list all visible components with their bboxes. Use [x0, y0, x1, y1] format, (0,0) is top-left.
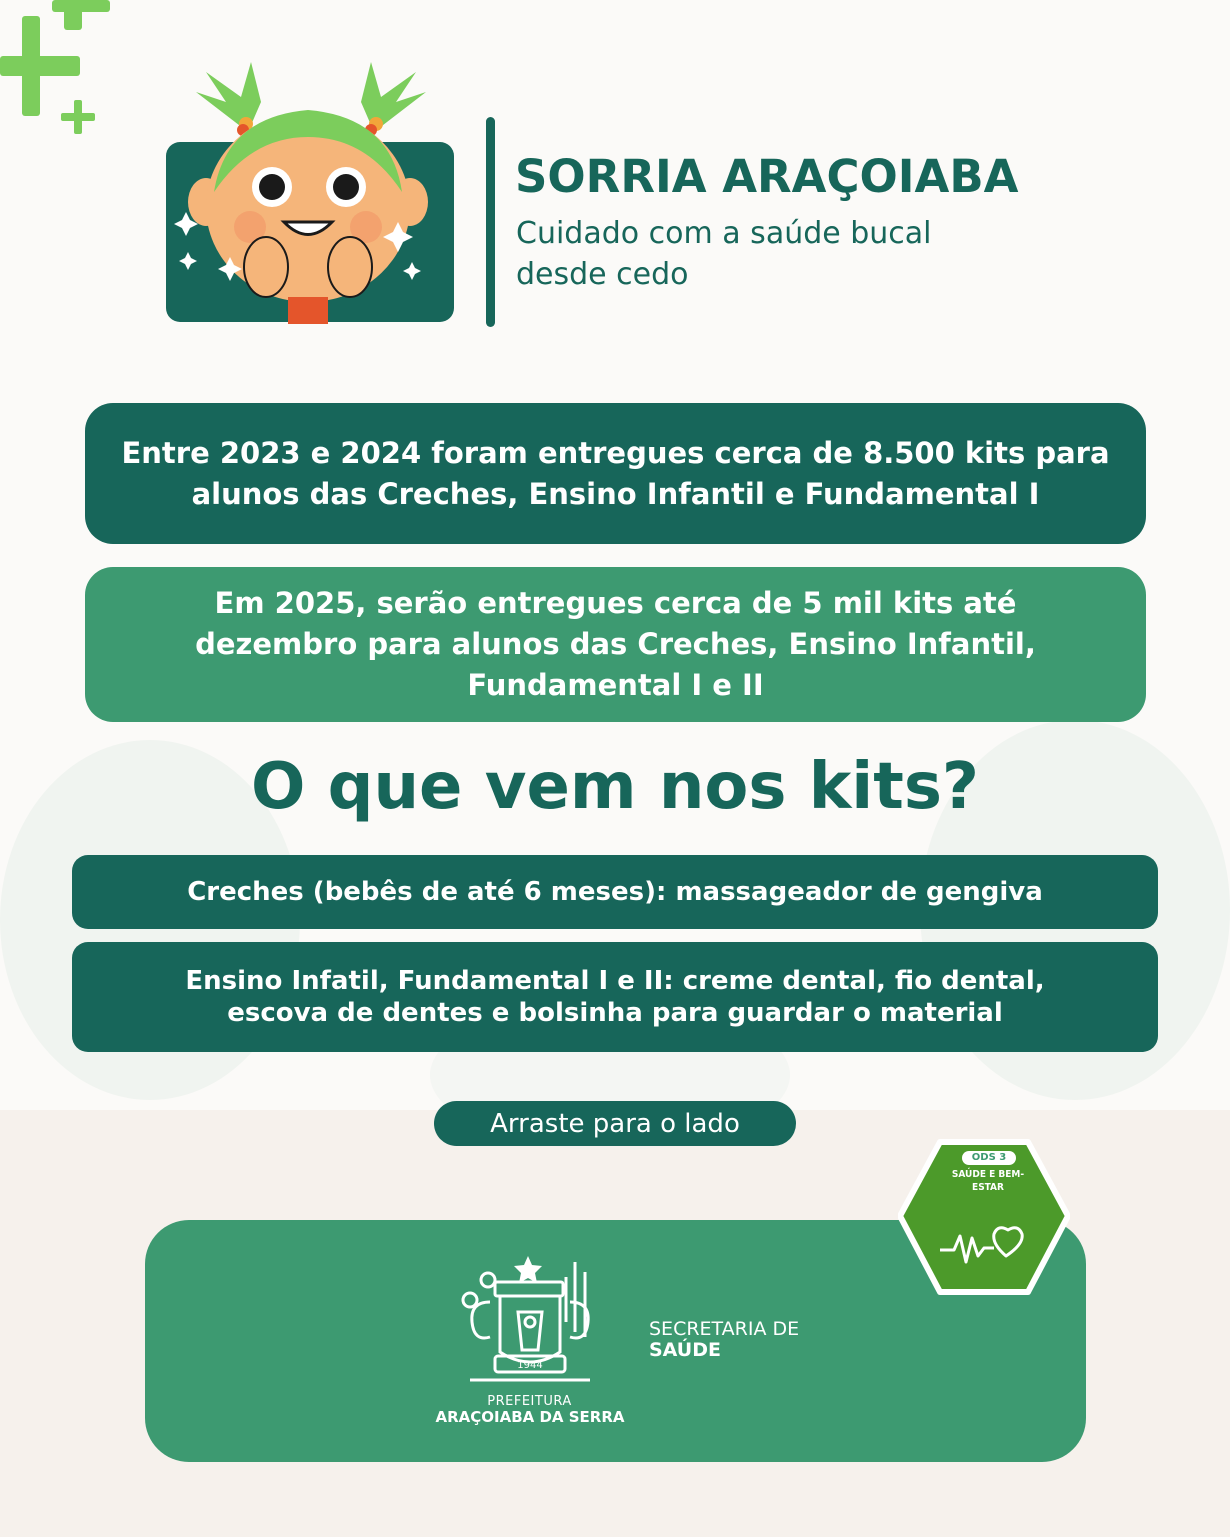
kit-item-text: Creches (bebês de até 6 meses): massageador de gengiva	[187, 877, 1043, 907]
info-text: Entre 2023 e 2024 foram entregues cerca de 8.500 kits para alunos das Creches, Ensino Infantil e Fundamental I	[121, 435, 1110, 511]
info-box-2025	[85, 567, 1146, 722]
page-title: SORRIA ARAÇOIABA	[515, 150, 1019, 203]
prefeitura-name: ARAÇOIABA DA SERRA	[435, 1408, 625, 1426]
kit-item-ensino	[72, 942, 1158, 1052]
prefeitura-label: PREFEITURA	[487, 1394, 572, 1409]
crest-year: 1944	[517, 1360, 543, 1371]
ods-number: ODS 3	[962, 1151, 1016, 1165]
header-divider	[486, 117, 495, 327]
kit-item-creches	[72, 855, 1158, 929]
kit-item-text: Ensino Infatil, Fundamental I e II: creme dental, fio dental, escova de dentes e bolsinha para guardar o material	[185, 966, 1045, 1028]
mascot-girl-illustration	[166, 62, 456, 324]
secretaria-name: SAÚDE	[649, 1339, 721, 1361]
info-box-2023-2024	[85, 403, 1146, 544]
page-subtitle: Cuidado com a saúde bucal desde cedo	[516, 216, 932, 292]
swipe-hint-button[interactable]: Arraste para o lado	[434, 1101, 796, 1146]
secretaria-label: SECRETARIA DE	[649, 1318, 800, 1340]
kits-heading: O que vem nos kits?	[250, 750, 980, 824]
ods-title: SAÚDE E BEM-ESTAR	[951, 1169, 1025, 1193]
crest-logo	[450, 1252, 610, 1392]
info-text: Em 2025, serão entregues cerca de 5 mil kits até dezembro para alunos das Creches, Ensino Infantil, Fundamental I e II	[195, 586, 1036, 702]
